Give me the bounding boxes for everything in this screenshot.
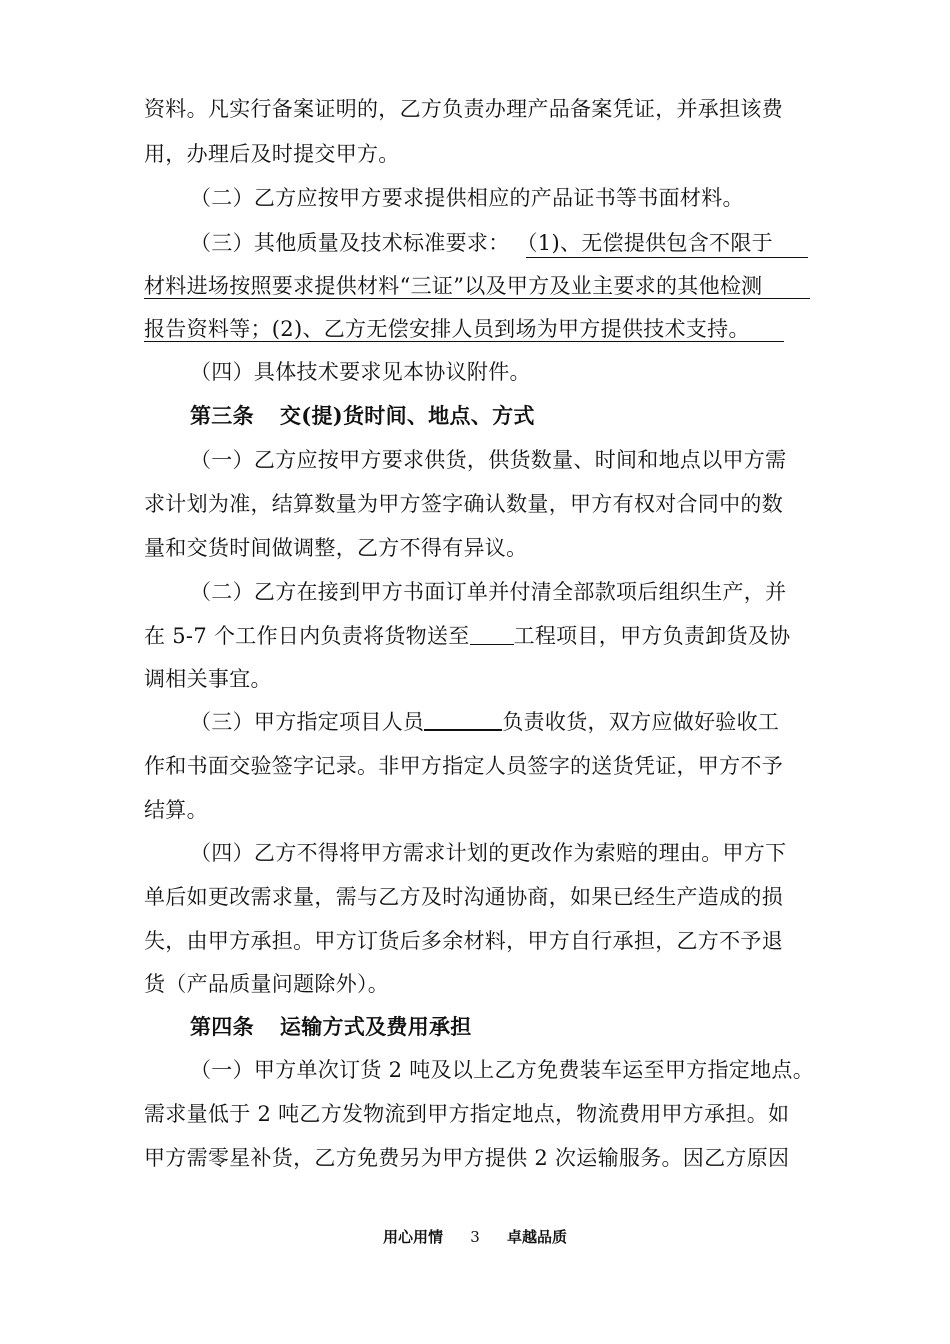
- text-segment: 工程项目，甲方负责卸货及协: [513, 624, 791, 648]
- text-segment: 在 5-7 个工作日内负责将货物送至: [144, 624, 470, 648]
- clause-3-2-line: （二）乙方在接到甲方书面订单并付清全部款项后组织生产，并: [190, 580, 787, 604]
- paragraph-line: 用，办理后及时提交甲方。: [144, 142, 400, 166]
- clause-label: （三）其他质量及技术标准要求：: [190, 231, 510, 255]
- underlined-line: 报告资料等；(2)、乙方无偿安排人员到场为甲方提供技术支持。: [144, 317, 750, 341]
- article-number: 第三条: [190, 403, 254, 428]
- page-number: 3: [470, 1228, 480, 1246]
- fill-in-blank: [424, 707, 502, 731]
- text-segment: （三）甲方指定项目人员: [190, 710, 425, 734]
- clause-3-1-line: （一）乙方应按甲方要求供货，供货数量、时间和地点以甲方需: [190, 448, 787, 472]
- clause-4-1-line: （一）甲方单次订货 2 吨及以上乙方免费装车运至甲方指定地点。: [190, 1058, 815, 1082]
- paragraph-line: 调相关事宜。: [144, 667, 272, 691]
- article-4-heading: [190, 1012, 472, 1042]
- paragraph-line: [144, 621, 790, 651]
- clause-2-4-line: （四）具体技术要求见本协议附件。: [190, 360, 531, 384]
- clause-2-3-line: [190, 228, 773, 258]
- paragraph-line: 结算。: [144, 798, 208, 822]
- clause-3-3-line: [190, 707, 779, 737]
- clause-3-4-line: （四）乙方不得将甲方需求计划的更改作为索赔的理由。甲方下: [190, 841, 787, 865]
- paragraph-line: 资料。凡实行备案证明的，乙方负责办理产品备案凭证，并承担该费: [144, 97, 783, 121]
- underlined-line: 材料进场按照要求提供材料“三证”以及甲方及业主要求的其他检测: [144, 274, 763, 298]
- article-number: 第四条: [190, 1014, 254, 1039]
- article-title: 运输方式及费用承担: [279, 1014, 472, 1039]
- paragraph-line: 失，由甲方承担。甲方订货后多余材料，甲方自行承担，乙方不予退: [144, 929, 783, 953]
- article-title: 交(提)货时间、地点、方式: [279, 403, 535, 428]
- underline-rule: [144, 298, 810, 299]
- article-3-heading: [190, 401, 535, 431]
- text-segment: 负责收货，双方应做好验收工: [502, 710, 780, 734]
- page-footer: [0, 1226, 950, 1247]
- paragraph-line: 量和交货时间做调整，乙方不得有异议。: [144, 536, 528, 560]
- footer-slogan-left: 用心用情: [382, 1228, 443, 1246]
- paragraph-line: 单后如更改需求量，需与乙方及时沟通协商，如果已经生产造成的损: [144, 885, 783, 909]
- clause-2-2-line: （二）乙方应按甲方要求提供相应的产品证书等书面材料。: [190, 186, 744, 210]
- underline-rule: [526, 257, 808, 258]
- paragraph-line: 作和书面交验签字记录。非甲方指定人员签字的送货凭证，甲方不予: [144, 754, 783, 778]
- paragraph-line: 求计划为准，结算数量为甲方签字确认数量，甲方有权对合同中的数: [144, 492, 783, 516]
- underline-rule: [144, 341, 784, 342]
- paragraph-line: 需求量低于 2 吨乙方发物流到甲方指定地点，物流费用甲方承担。如: [144, 1102, 790, 1126]
- fill-in-blank: [470, 622, 514, 645]
- paragraph-line: 甲方需零星补货，乙方免费另为甲方提供 2 次运输服务。因乙方原因: [144, 1146, 790, 1170]
- underlined-text: （1)、无偿提供包含不限于: [516, 231, 773, 255]
- paragraph-line: 货（产品质量问题除外）。: [144, 972, 390, 996]
- footer-slogan-right: 卓越品质: [507, 1228, 568, 1246]
